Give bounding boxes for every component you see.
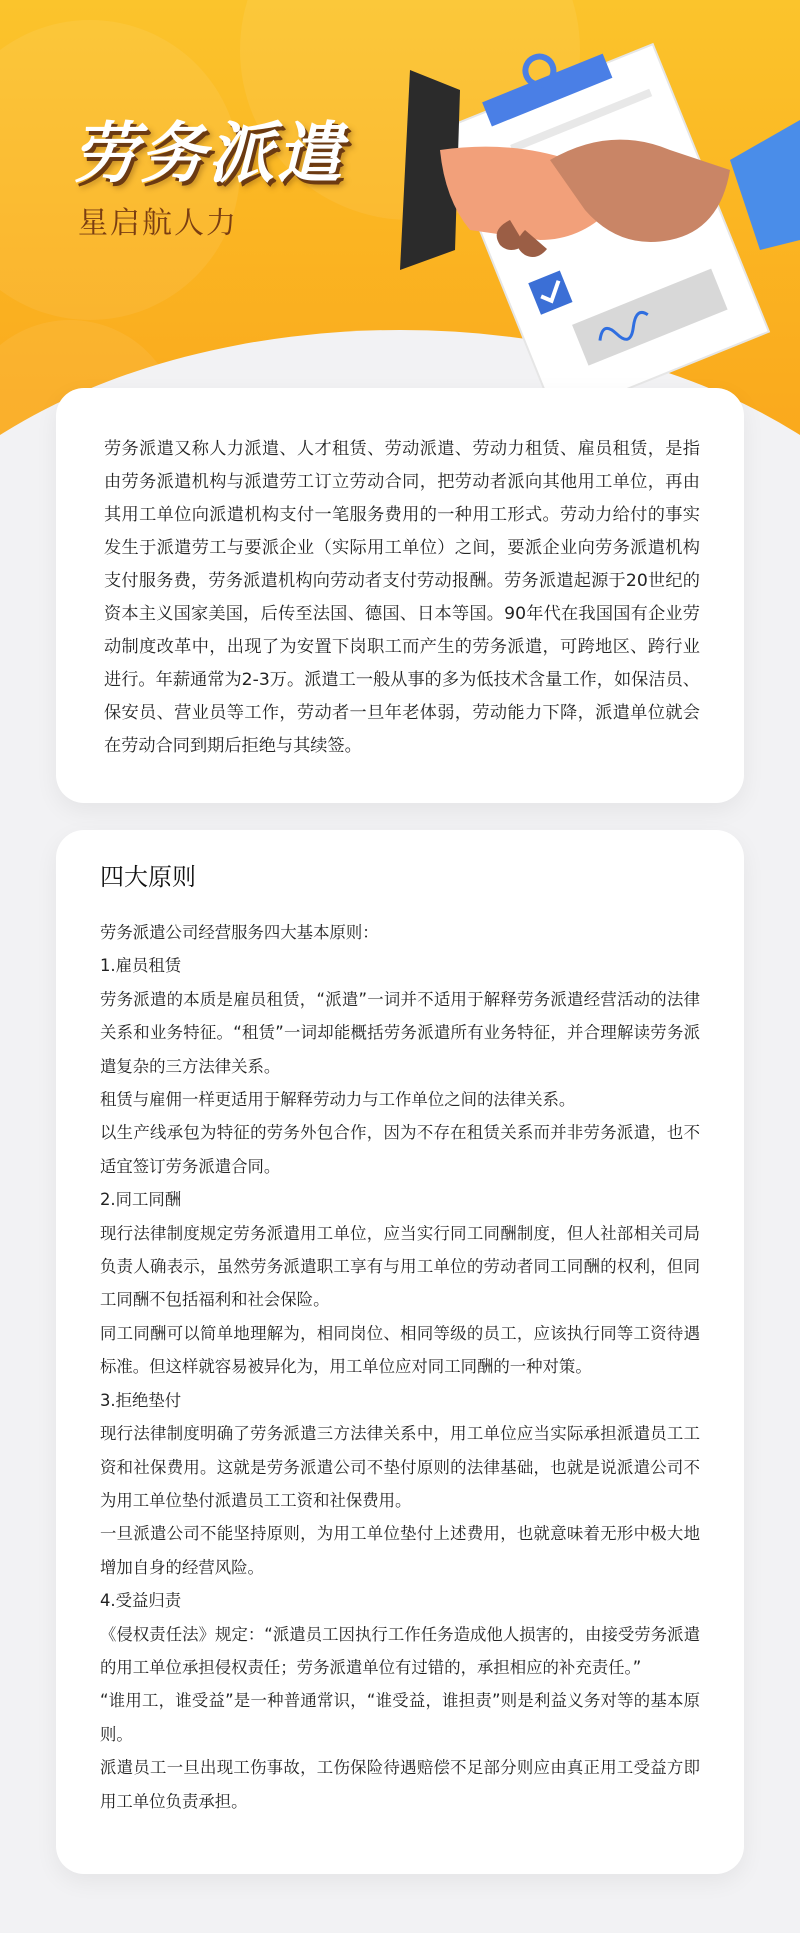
principles-paragraph: 一旦派遣公司不能坚持原则，为用工单位垫付上述费用，也就意味着无形中极大地增加自身的经营风险。: [100, 1524, 700, 1577]
principles-paragraph: 租赁与雇佣一样更适用于解释劳动力与工作单位之间的法律关系。: [100, 1090, 576, 1110]
intro-text: 劳务派遣又称人力派遣、人才租赁、劳动派遣、劳动力租赁、雇员租赁，是指由劳务派遣机构与派遣劳工订立劳动合同，把劳动者派向其他用工单位，再由其用工单位向派遣机构支付一笔服务费用的一种用工形式。劳动力给付的事实发生于派遣劳工与要派企业（实际用工单位）之间，要派企业向劳务派遣机构支付服务费，劳务派遣机构向劳动者支付劳动报酬。劳务派遣起源于20世纪的资本主义国家美国，后传至法国、德国、日本等国。90年代在我国国有企业劳动制度改革中，出现了为安置下岗职工而产生的劳务派遣，可跨地区、跨行业进行。年薪通常为2-3万。派遣工一般从事的多为低技术含量工作，如保洁员、保安员、营业员等工作，劳动者一旦年老体弱，劳动能力下降，派遣单位就会在劳动合同到期后拒绝与其续签。: [104, 439, 700, 756]
principles-paragraph: “谁用工，谁受益”是一种普通常识，“谁受益，谁担责”则是利益义务对等的基本原则。: [100, 1691, 700, 1744]
page-subtitle: 星启航人力: [78, 206, 238, 241]
principles-paragraph: 现行法律制度明确了劳务派遣三方法律关系中，用工单位应当实际承担派遣员工工资和社保费用。这就是劳务派遣公司不垫付原则的法律基础，也就是说派遣公司不为用工单位垫付派遣员工工资和社保费用。: [100, 1424, 700, 1510]
principles-paragraph: 派遣员工一旦出现工伤事故，工伤保险待遇赔偿不足部分则应由真正用工受益方即用工单位负责承担。: [100, 1758, 700, 1811]
section-heading: 四大原则: [100, 863, 196, 891]
principles-card: [56, 830, 744, 1874]
principles-subheading: 2.同工同酬: [100, 1190, 182, 1210]
principles-paragraph: 同工同酬可以简单地理解为，相同岗位、相同等级的员工，应该执行同等工资待遇标准。但这样就容易被异化为，用工单位应对同工同酬的一种对策。: [100, 1323, 700, 1377]
principles-paragraph: 以生产线承包为特征的劳务外包合作，因为不存在租赁关系而并非劳务派遣，也不适宜签订劳务派遣合同。: [100, 1123, 700, 1176]
principles-subheading: 1.雇员租赁: [100, 956, 182, 976]
principles-paragraph: 现行法律制度规定劳务派遣用工单位，应当实行同工同酬制度，但人社部相关司局负责人确表示，虽然劳务派遣职工享有与用工单位的劳动者同工同酬的权利，但同工同酬不包括福利和社会保险。: [100, 1223, 700, 1310]
principles-paragraph: 劳务派遣的本质是雇员租赁，“派遣”一词并不适用于解释劳务派遣经营活动的法律关系和业务特征。“租赁”一词却能概括劳务派遣所有业务特征，并合理解读劳务派遣复杂的三方法律关系。: [100, 989, 700, 1076]
intro-card: [56, 388, 744, 803]
principles-subheading: 4.受益归责: [100, 1591, 182, 1611]
principles-paragraph: 《侵权责任法》规定：“派遣员工因执行工作任务造成他人损害的，由接受劳务派遣的用工单位承担侵权责任；劳务派遣单位有过错的，承担相应的补充责任。”: [100, 1624, 700, 1677]
handshake-contract-illustration: [400, 40, 800, 420]
page-title: 劳务派遣: [72, 115, 344, 192]
principles-subheading: 3.拒绝垫付: [100, 1390, 182, 1410]
principles-paragraph: 劳务派遣公司经营服务四大基本原则：: [100, 923, 379, 942]
